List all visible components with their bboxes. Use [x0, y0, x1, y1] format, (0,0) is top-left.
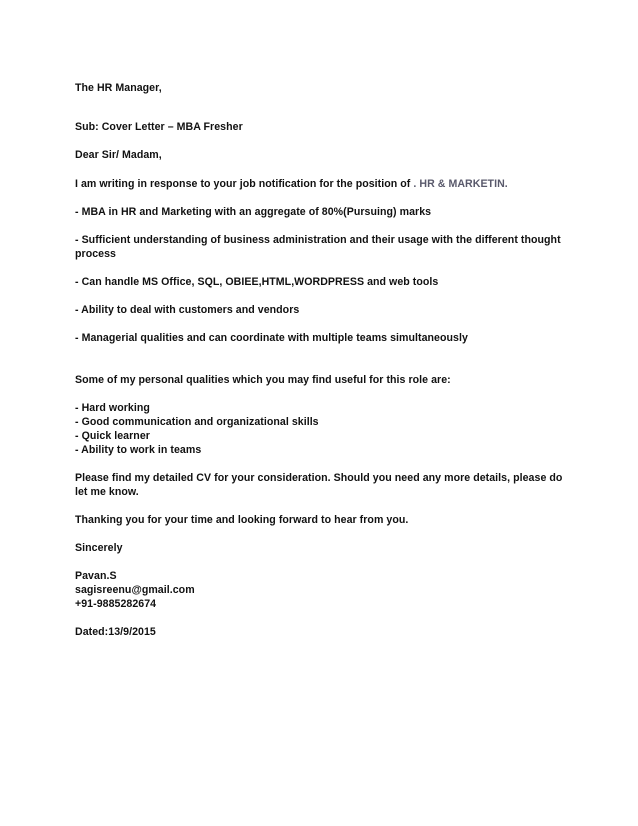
- qualities-heading: Some of my personal qualities which you may find useful for this role are:: [75, 374, 451, 386]
- signature-email: sagisreenu@gmail.com: [75, 584, 195, 596]
- quality-item: - Ability to work in teams: [75, 444, 202, 456]
- point-tools: - Can handle MS Office, SQL, OBIEE,HTML,WORDPRESS and web tools: [75, 276, 439, 288]
- letter-page: [75, 0, 575, 826]
- dated-line: Dated:13/9/2015: [75, 626, 156, 638]
- cv-paragraph-line: let me know.: [75, 486, 139, 498]
- recipient-line: The HR Manager,: [75, 82, 162, 94]
- quality-item: - Hard working: [75, 402, 150, 414]
- intro-position: . HR & MARKETIN.: [413, 178, 508, 190]
- signature-phone: +91-9885282674: [75, 598, 157, 610]
- intro-line: [75, 177, 508, 191]
- intro-text: I am writing in response to your job notification for the position of: [75, 178, 414, 190]
- point-customers: - Ability to deal with customers and vendors: [75, 304, 300, 316]
- point-mba: - MBA in HR and Marketing with an aggregate of 80%(Pursuing) marks: [75, 206, 432, 218]
- point-business: - Sufficient understanding of business administration and their usage with the different thought: [75, 234, 561, 246]
- thanks-line: Thanking you for your time and looking forward to hear from you.: [75, 514, 409, 526]
- quality-item: - Quick learner: [75, 430, 150, 442]
- closing-line: Sincerely: [75, 542, 123, 554]
- point-business-cont: process: [75, 248, 116, 260]
- cv-paragraph-line: Please find my detailed CV for your consideration. Should you need any more details, please do: [75, 472, 563, 484]
- signature-name: Pavan.S: [75, 570, 117, 582]
- greeting-line: Dear Sir/ Madam,: [75, 149, 162, 161]
- subject-line: Sub: Cover Letter – MBA Fresher: [75, 121, 243, 133]
- quality-item: - Good communication and organizational skills: [75, 416, 319, 428]
- point-managerial: - Managerial qualities and can coordinate with multiple teams simultaneously: [75, 332, 468, 344]
